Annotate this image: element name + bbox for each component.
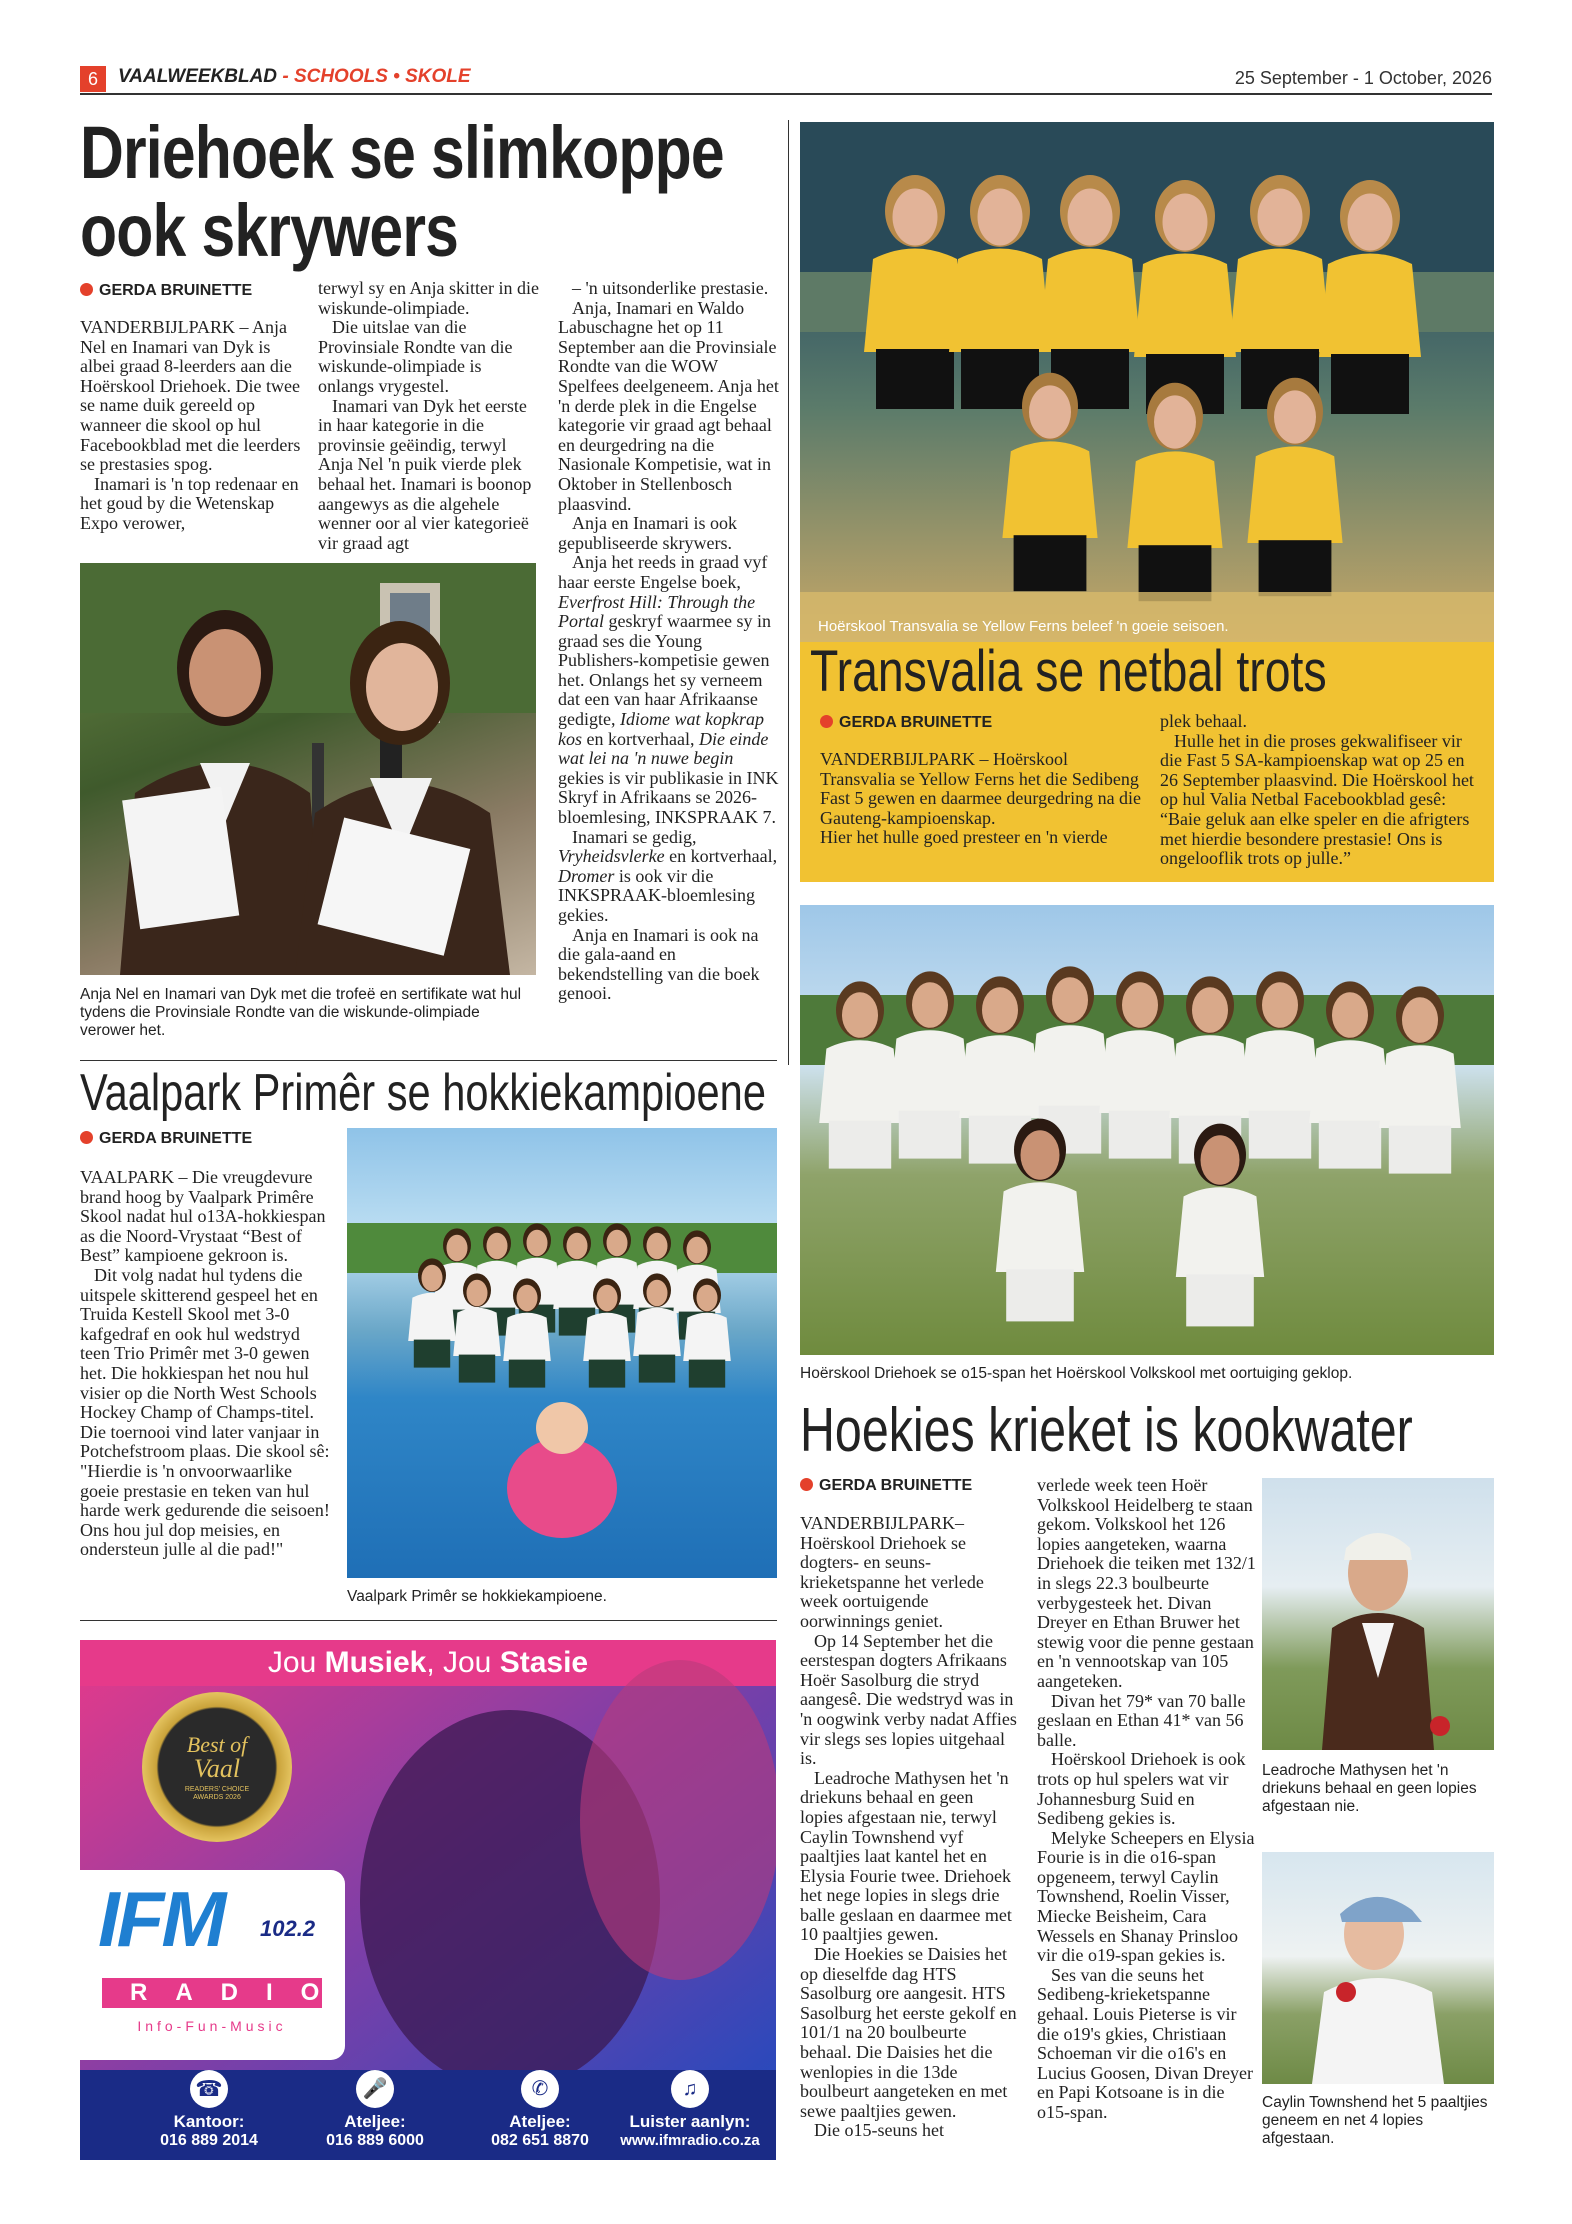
logo-radio: RADIO: [102, 1978, 322, 2008]
contact-online[interactable]: ♫ Luister aanlyn: www.ifmradio.co.za: [605, 2070, 775, 2149]
article1-col2-p1: terwyl sy en Anja skitter in die wiskunde-olimpiade.: [318, 278, 539, 318]
cricket-players-illustration: [800, 905, 1494, 1355]
article1-column2: [318, 279, 540, 553]
headphones-icon: ♫: [671, 2070, 709, 2108]
logo-frequency: 102.2: [260, 1916, 316, 1941]
cricket-column1: [800, 1514, 1020, 2141]
logo-slogan: Info-Fun-Music: [137, 2018, 287, 2034]
netball-byline-text: GERDA BRUINETTE: [839, 714, 993, 731]
ifm-radio-advert[interactable]: [80, 1640, 776, 2160]
netball-photo-caption: Hoërskool Transvalia se Yellow Ferns beleef 'n goeie seisoen.: [818, 618, 1229, 635]
hockey-p2: Dit volg nadat hul tydens die uitspele skitterend gespeel het en Truida Kestell Skool met 3-0 kafgedraf en ook hul wedstryd teen Trio Primêr met 3-0 gewen het. Die hokkiespan het nou hul visier op die North West Schools Hockey Champ of Champs-titel. Die toernooi vind later vanjaar in Potchefstroom plaas. Die skool sê: "Hierdie is 'n onvoorwaarlike goeie prestasie en teken van hul harde werk gedurende die seisoen! Ons hou jul dop meisies, en ondersteun julle al die pad!": [80, 1264, 330, 1560]
article1-col3-p2: Anja, Inamari en Waldo Labuschagne het op 11 September aan die Provinsiale Rondte van die WOW Spelfees deelgeneem. Anja het 'n derde plek in die Engelse kategorie vir graad agt behaal en deurgedring na die Nasionale Kompetisie, wat in Oktober in Stellenbosch plaasvind.: [558, 297, 779, 514]
netball-col1-p2: Hier het hulle goed presteer en 'n vierde: [820, 827, 1108, 848]
netball-column1: [820, 750, 1142, 848]
hockey-players-illustration: [347, 1128, 777, 1578]
masthead-rule: [80, 93, 1492, 95]
olympiad-winners-photo: [80, 563, 536, 975]
byline-dot-icon: [80, 1131, 93, 1144]
hockey-p1: VAALPARK – Die vreugdevure brand hoog by Vaalpark Primêre Skool nadat hul o13A-hokkiespan as die Noord-Vrystaat “Best of Best” kampioene gekroon is.: [80, 1167, 326, 1266]
byline-dot-icon: [800, 1478, 813, 1491]
article1-photo-caption: Anja Nel en Inamari van Dyk met die trofeë en sertifikate wat hul tydens die Provinsiale Rondte van die wiskunde-olimpiade verower het.: [80, 986, 522, 1039]
paper-name: VAALWEEKBLAD: [118, 66, 278, 87]
best-of-vaal-badge: [142, 1692, 292, 1842]
hockey-body: [80, 1168, 330, 1560]
cricket-byline: [800, 1477, 972, 1495]
cricket-col1-p4: Die Hoekies se Daisies het op dieselfde dag HTS Sasolburg ore aangesit. HTS Sasolburg het eerste gekolf en 101/1 na 20 boulbeurte behaal. Die Daisies het die wenlopies in die 13de boulbeurt aangeteken en met sewe paaltjies gewen.: [800, 1944, 1017, 2121]
netball-players-illustration: [800, 122, 1494, 642]
byline-dot-icon: [80, 283, 93, 296]
article1-byline: [80, 282, 252, 300]
article1-photo: [80, 563, 536, 975]
badge-best-of: Best of: [186, 1732, 248, 1757]
contact-office[interactable]: ☎ Kantoor: 016 889 2014: [134, 2070, 284, 2150]
article1-col3-p5: Inamari se gedig, Vryheidsvlerke en kortverhaal, Dromer is ook vir die INKSPRAAK-bloemlesing gekies.: [558, 826, 778, 925]
cricket-col1-p5: Die o15-seuns het: [814, 2120, 944, 2141]
cricket-byline-text: GERDA BRUINETTE: [819, 1477, 973, 1494]
article1-col3-p6: Anja en Inamari is ook na die gala-aand en bekendstelling van die boek genooi.: [558, 924, 760, 1004]
badge-vaal: Vaal: [193, 1754, 241, 1783]
cricket-headline: [800, 1395, 1572, 1467]
netball-headline: [810, 640, 1456, 704]
hockey-team-photo: [347, 1128, 777, 1578]
whatsapp-icon: ✆: [521, 2070, 559, 2108]
hockey-headline-text: Vaalpark Primêr se hokkiekampioene: [80, 1064, 766, 1122]
article1-column1: [80, 318, 302, 534]
cricket-col2-p1: verlede week teen Hoër Volkskool Heidelberg te staan gekom. Volkskool het 126 lopies aangeteken, waarna Driehoek die teiken met 132/1 in slegs 22.3 boulbeurte verbygesteek het. Divan Dreyer en Ethan Bruwer het stewig voor die penne gestaan en 'n vennootskap van 105 aangeteken.: [1037, 1475, 1256, 1691]
cricket-col2-p3: Hoërskool Driehoek is ook trots op hul spelers wat vir Johannesburg Suid en Sedibeng gekies is.: [1037, 1749, 1246, 1829]
netball-col1-p1: VANDERBIJLPARK – Hoërskool Transvalia se Yellow Ferns het die Sedibeng Fast 5 gewen en daarmee deurgedring na die Gauteng-kampioenskap.: [820, 749, 1142, 828]
article1-column3: [558, 279, 780, 1004]
ad-tagline: Jou Musiek, Jou Stasie: [267, 1646, 589, 1679]
cricket-team-photo: [800, 905, 1494, 1355]
badge-small-text: READERS' CHOICE AWARDS 2026: [184, 1786, 250, 1801]
issue-date: 25 September - 1 October, 2026: [1234, 68, 1492, 88]
hockey-byline-text: GERDA BRUINETTE: [99, 1130, 253, 1147]
cricket-col2-p2: Divan het 79* van 70 balle geslaan en Ethan 41* van 56 balle.: [1037, 1690, 1246, 1750]
netball-col2-p1: plek behaal.: [1160, 711, 1247, 731]
hockey-byline: [80, 1130, 252, 1148]
cricket-column2: [1037, 1476, 1257, 2123]
article1-col2-p3: Inamari van Dyk het eerste in haar kategorie in die provinsie geëindig, terwyl Anja Nel 'n puik vierde plek behaal het. Inamari is boonop aangewys as die algehele wenner oor al vier kategorieë vir graad agt: [318, 395, 532, 553]
article1-col1-p1: VANDERBIJLPARK – Anja Nel en Inamari van Dyk is albei graad 8-leerders aan die Hoërskool Driehoek. Die twee se name duik gereeld op wanneer die skool op hul Facebookblad met die leerders se prestasies spog.: [80, 317, 301, 475]
article1-col1-p2: Inamari is 'n top redenaar en het goud by die Wetenskap Expo verower,: [80, 473, 299, 533]
article1-col3-p3: Anja en Inamari is ook gepubliseerde skrywers.: [558, 513, 737, 553]
article1-col3-p4: Anja het reeds in graad vyf haar eerste Engelse boek, Everfrost Hill: Through the Portal geskryf waarmee sy in graad ses die Young Publishers-kompetisie gewen het. Onlangs het sy verneem dat een van haar Afrikaanse gedigte, Idiome wat kopkrap kos en kortverhaal, Die einde wat lei na 'n nuwe begin gekies is vir publikasie in INK Skryf in Afrikaans se 2026-bloemlesing, INKSPRAAK 7.: [558, 552, 779, 828]
netball-byline: [820, 714, 992, 732]
portrait-caylin-illustration: [1262, 1852, 1494, 2084]
section-rule-2: [80, 1620, 777, 1621]
ifm-logo-card: [80, 1870, 348, 2060]
article1-col2-p2: Die uitslae van die Provinsiale Rondte van die wiskunde-olimpiade is onlangs vrygestel.: [318, 317, 513, 396]
byline-dot-icon: [820, 715, 833, 728]
contact-whatsapp[interactable]: ✆ Ateljee: 082 651 8870: [465, 2070, 615, 2150]
logo-ifm: IFM: [98, 1875, 224, 1963]
portrait1-caption: Leadroche Mathysen het 'n driekuns behaal en geen lopies afgestaan nie.: [1262, 1762, 1477, 1815]
masthead-separator: -: [277, 66, 294, 87]
microphone-icon: 🎤: [356, 2070, 394, 2108]
portrait2-caption: Caylin Townshend het 5 paaltjies geneem en net 4 lopies afgestaan.: [1262, 2094, 1488, 2147]
netball-headline-text: Transvalia se netbal trots: [810, 639, 1327, 704]
section-name: SCHOOLS • SKOLE: [293, 66, 471, 87]
portrait-leadroche: [1262, 1478, 1494, 1750]
cricket-headline-text: Hoekies krieket is kookwater: [800, 1396, 1413, 1465]
netball-team-photo: [800, 122, 1494, 642]
article1-headline-line2: ook skrywers: [80, 189, 459, 272]
portrait-caylin: [1262, 1852, 1494, 2084]
cricket-col2-p5: Ses van die seuns het Sedibeng-krieketspanne gehaal. Louis Pieterse is vir die o19's gkies, Christiaan Schoeman vir die o16's en Lucius Goosen, Divan Dreyer en Papi Kotsoane is in die o15-span.: [1037, 1964, 1253, 2122]
cricket-col1-p1: VANDERBIJLPARK– Hoërskool Driehoek se dogters- en seuns-krieketspanne het verlede week oortuigende oorwinnings geniet.: [800, 1513, 984, 1631]
article1-byline-text: GERDA BRUINETTE: [99, 282, 253, 299]
contact-studio[interactable]: 🎤 Ateljee: 016 889 6000: [300, 2070, 450, 2150]
article1-headline-line1: Driehoek se slimkoppe: [80, 111, 724, 194]
phone-icon: ☎: [190, 2070, 228, 2108]
page-number: 6: [80, 66, 106, 92]
cricket-team-caption: Hoërskool Driehoek se o15-span het Hoërskool Volkskool met oortuiging geklop.: [800, 1365, 1353, 1382]
cricket-col1-p2: Op 14 September het die eerstespan dogters Afrikaans Hoër Sasolburg die stryd aangesê. Die wedstryd was in 'n oogwink verby nadat Affies vir slegs ses lopies uitgehaal is.: [800, 1630, 1017, 1769]
ad-contacts: [80, 2070, 776, 2160]
cricket-col1-p3: Leadroche Mathysen het 'n driekuns behaal en geen lopies afgestaan nie, terwyl Caylin Townshend vyf paaltjies laat kantel het en Elysia Fourie twee. Driehoek het nege lopies in slegs drie balle geslaan en daarmee met 10 paaltjies gewen.: [800, 1767, 1012, 1945]
cricket-col2-p4: Melyke Scheepers en Elysia Fourie is in die o16-span opgeneem, terwyl Caylin Townshend, Roelin Visser, Miecke Beisheim, Cara Wessels en Shanay Prinsloo vir die o19-span gekies is.: [1037, 1827, 1255, 1966]
column-rule-top: [788, 120, 789, 1065]
portrait-leadroche-illustration: [1262, 1478, 1494, 1750]
section-rule-1: [80, 1060, 777, 1061]
article1-col3-p1: – 'n uitsonderlike prestasie.: [572, 278, 769, 298]
hockey-photo-caption: Vaalpark Primêr se hokkiekampioene.: [347, 1588, 607, 1605]
masthead-title: [118, 66, 471, 88]
netball-column2: [1160, 712, 1482, 869]
netball-col2-p2: Hulle het in die proses gekwalifiseer vir die Fast 5 SA-kampioenskap wat op 25 en 26 September plaasvind. Die Hoërskool het op hul Valia Netbal Facebookblad gesê: “Baie geluk aan elke speler en die afrigters met hierdie besondere prestasie! Ons is ongelooflik trots op julle.”: [1160, 730, 1474, 869]
